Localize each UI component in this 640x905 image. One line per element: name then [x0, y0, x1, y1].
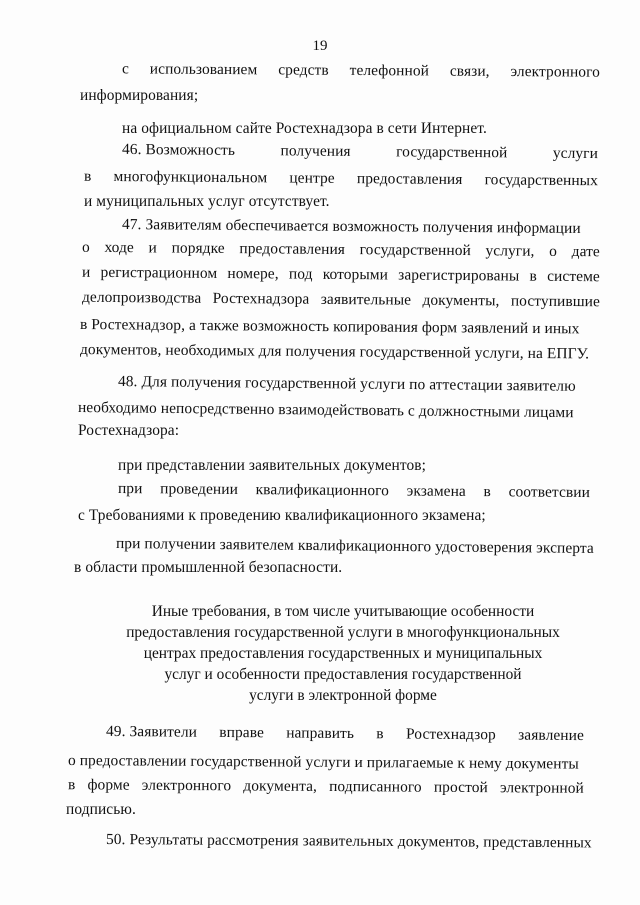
text-line: делопроизводства Ростехнадзора заявительные документы, поступившие — [81, 288, 601, 311]
text-line: в области промышленной безопасности. — [74, 559, 343, 576]
section-heading-line: центрах предоставления государственных и муниципальных — [143, 645, 543, 662]
text-line: на официальном сайте Ростехнадзора в сети Интернет. — [122, 120, 487, 137]
text-line: необходимо непосредственно взаимодействовать с должностными лицами — [77, 399, 574, 422]
text-line: при проведении квалификационного экзамена в соответсвии — [117, 479, 591, 502]
paragraph-48-line: 48. Для получения государственной услуги по аттестации заявителю — [117, 373, 576, 395]
text-line: и регистрационном номере, под которыми зарегистрированы в системе — [81, 263, 600, 286]
text-line: при представлении заявительных документов; — [118, 457, 427, 474]
paragraph-49-line: 49. Заявители вправе направить в Ростехнадзор заявление — [105, 722, 585, 745]
paragraph-50-line: 50. Результаты рассмотрения заявительных документов, представленных — [105, 831, 592, 852]
text-line: с Требованиями к проведению квалификационного экзамена; — [78, 507, 486, 524]
text-line: подписью. — [66, 801, 136, 818]
text-line: в форме электронного документа, подписанного простой электронной — [67, 776, 584, 797]
text-line: о предоставлении государственной услуги и прилагаемые к нему документы — [67, 752, 579, 773]
text-line: о ходе и порядке предоставления государственной услуги, о дате — [81, 238, 600, 261]
text-line: в Ростехнадзор, а также возможность копирования форм заявлений и иных — [79, 316, 580, 338]
text-line: в многофункциональном центре предоставления государственных — [83, 167, 599, 190]
page-number: 19 — [312, 38, 328, 54]
text-line: документов, необходимых для получения государственной услуги, на ЕПГУ. — [79, 341, 590, 363]
section-heading-line: услуги в электронной форме — [249, 687, 437, 704]
section-heading-line: Иные требования, в том числе учитывающие особенности — [151, 603, 535, 620]
text-line: при получении заявителем квалификационного удостоверения эксперта — [115, 535, 594, 558]
section-heading-line: предоставления государственной услуги в многофункциональных — [126, 624, 560, 641]
text-line: информирования; — [80, 87, 199, 104]
section-heading-line: услуг и особенности предоставления государственной — [164, 666, 522, 683]
paragraph-47-line: 47. Заявителям обеспечивается возможность получения информации — [121, 216, 581, 238]
paragraph-46-line: 46. Возможность получения государственной услуги — [121, 140, 599, 163]
text-line: Ростехнадзора: — [78, 422, 180, 439]
text-line: и муниципальных услуг отсутствует. — [84, 193, 330, 210]
text-line: с использованием средств телефонной связи, электронного — [121, 60, 601, 81]
